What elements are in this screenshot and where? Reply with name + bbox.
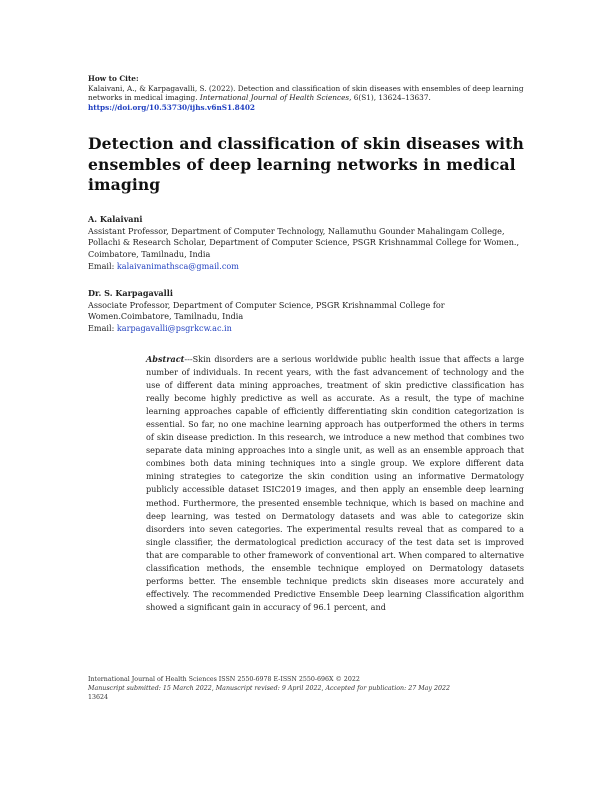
footer-manuscript-line: Manuscript submitted: 15 March 2022, Manuscript revised: 9 April 2022, Accepted for publication: 27 May 2022	[88, 684, 450, 692]
author-block-2	[88, 288, 528, 335]
author-name: A. Kalaivani	[88, 214, 143, 224]
author-name: Dr. S. Karpagavalli	[88, 288, 173, 298]
page-footer	[88, 676, 528, 702]
citation-authors: Kalaivani, A., & Karpagavalli, S. (2022). Detection and classification of skin diseases with ensembles of deep learning networks in medical imaging.	[88, 83, 524, 103]
citation-block	[88, 74, 528, 112]
abstract-heading: Abstract	[146, 354, 185, 364]
footer-journal-line: International Journal of Health Sciences ISSN 2550-6978 E-ISSN 2550-696X © 2022	[88, 676, 360, 683]
abstract-text: ---Skin disorders are a serious worldwide public health issue that affects a large number of individuals. In recent years, with the fast advancement of technology and the use of different data mining approaches, treatment of skin predictive classification has really become highly predictive as well as accurate. As a result, the type of machine learning approaches capable of efficiently differentiating skin condition categorization is essential. So far, no one machine learning approach has outperformed the others in terms of skin disease prediction. In this research, we introduce a new method that combines two separate data mining approaches into a single unit, as well as an ensemble approach that combines both data mining techniques into a single group. We explore different data mining strategies to categorize the skin condition using an informative Dermatology publicly accessible dataset ISIC2019 images, and then apply an ensemble deep learning method. Furthermore, the presented ensemble technique, which is based on machine and deep learning, was tested on Dermatology datasets and was able to categorize skin disorders into seven categories. The experimental results reveal that as compared to a single classifier, the dermatological prediction accuracy of the test data set is improved that are comparable to other framework of conventional art. When compared to alternative classification methods, the ensemble technique employed on Dermatology datasets performs better. The ensemble technique predicts skin diseases more accurately and effectively. The recommended Predictive Ensemble Deep learning Classification algorithm showed a significant gain in accuracy of 96.1 percent, and	[146, 354, 524, 612]
citation-journal: International Journal of Health Sciences	[199, 93, 350, 103]
author-email-link[interactable]: kalaivanimathsca@gmail.com	[116, 260, 239, 271]
citation-label: How to Cite:	[88, 74, 139, 83]
abstract	[146, 353, 524, 614]
author-affiliation: Assistant Professor, Department of Computer Technology, Nallamuthu Gounder Mahalingam College, Pollachi & Research Scholar, Department of Computer Science, PSGR Krishnammal College for Women., Coimbatore, Tamilnadu, India	[88, 225, 520, 260]
author-block-1	[88, 214, 528, 273]
author-email-link[interactable]: karpagavalli@psgrkcw.ac.in	[116, 323, 232, 334]
page-number: 13624	[88, 693, 109, 701]
doi-link[interactable]: https://doi.org/10.53730/ijhs.v6nS1.8402	[88, 102, 255, 112]
paper-title: Detection and classification of skin diseases with ensembles of deep learning networks in medical imaging	[88, 134, 524, 194]
email-label: Email:	[88, 260, 117, 271]
author-affiliation: Associate Professor, Department of Computer Science, PSGR Krishnammal College for Women.Coimbatore, Tamilnadu, India	[88, 299, 445, 322]
citation-volume: , 6(S1), 13624–13637.	[349, 93, 431, 103]
email-label: Email:	[88, 323, 117, 334]
